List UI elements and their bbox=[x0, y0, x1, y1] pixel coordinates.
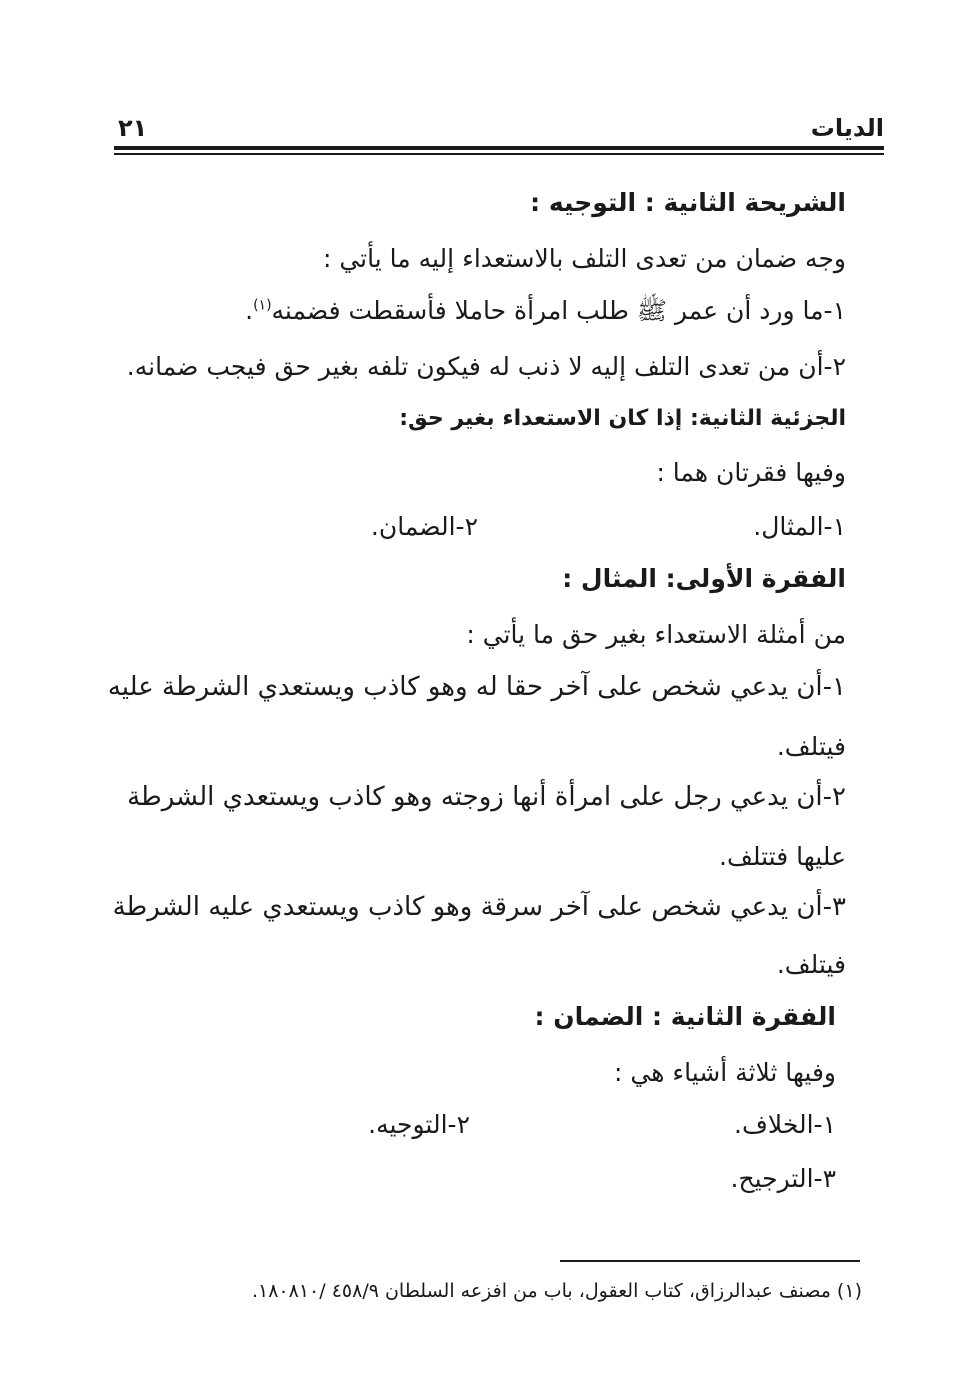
list-item: ١-ما ورد أن عمر ﷺ طلب امرأة حاملا فأسقطت فضمنه$^{(١)}$. bbox=[245, 296, 846, 325]
paragraph-line: وفيها ثلاثة أشياء هي : bbox=[614, 1058, 836, 1087]
list-item-text: ١-ما ورد أن عمر ﷺ طلب امرأة حاملا فأسقطت فضمنه bbox=[271, 296, 846, 325]
list-item-continuation: فيتلف. bbox=[776, 732, 846, 761]
list-item: ٢-أن يدعي رجل على امرأة أنها زوجته وهو كاذب ويستعدي الشرطة bbox=[127, 782, 846, 812]
section-heading-3: الفقرة الأولى: المثال : bbox=[562, 564, 846, 593]
running-header-title: الديات bbox=[810, 114, 884, 142]
list-item: ١-المثال. bbox=[753, 512, 846, 541]
list-item: ٣-أن يدعي شخص على آخر سرقة وهو كاذب ويستعدي عليه الشرطة bbox=[112, 892, 846, 922]
list-item: ٢-الضمان. bbox=[370, 512, 478, 541]
list-item-continuation: عليها فتتلف. bbox=[719, 842, 846, 871]
header-rule-thin bbox=[114, 153, 884, 155]
list-item: ٢-أن من تعدى التلف إليه لا ذنب له فيكون تلفه بغير حق فيجب ضمانه. bbox=[126, 352, 846, 381]
paragraph-line: من أمثلة الاستعداء بغير حق ما يأتي : bbox=[466, 620, 846, 649]
list-item: ٢-التوجيه. bbox=[368, 1110, 470, 1139]
paragraph-line: وفيها فقرتان هما : bbox=[656, 458, 846, 487]
list-item: ١-الخلاف. bbox=[734, 1110, 836, 1139]
footnote-ref: (١) bbox=[253, 297, 272, 314]
header-rule-thick bbox=[114, 146, 884, 150]
section-heading-4: الفقرة الثانية : الضمان : bbox=[534, 1002, 836, 1031]
paragraph-line: وجه ضمان من تعدى التلف بالاستعداء إليه ما يأتي : bbox=[322, 244, 846, 273]
list-item: ٣-الترجيح. bbox=[730, 1164, 836, 1193]
section-heading-1: الشريحة الثانية : التوجيه : bbox=[530, 188, 846, 217]
list-item-continuation: فيتلف. bbox=[776, 950, 846, 979]
section-heading-2: الجزئية الثانية: إذا كان الاستعداء بغير حق: bbox=[399, 406, 846, 431]
page-number: ٢١ bbox=[118, 114, 148, 142]
footnote-divider bbox=[560, 1260, 860, 1262]
footnote: (١) مصنف عبدالرزاق، كتاب العقول، باب من افزعه السلطان ٤٥٨/٩ /١٨٠٨١٠. bbox=[251, 1280, 862, 1302]
list-item: ١-أن يدعي شخص على آخر حقا له وهو كاذب ويستعدي الشرطة عليه bbox=[107, 672, 846, 702]
